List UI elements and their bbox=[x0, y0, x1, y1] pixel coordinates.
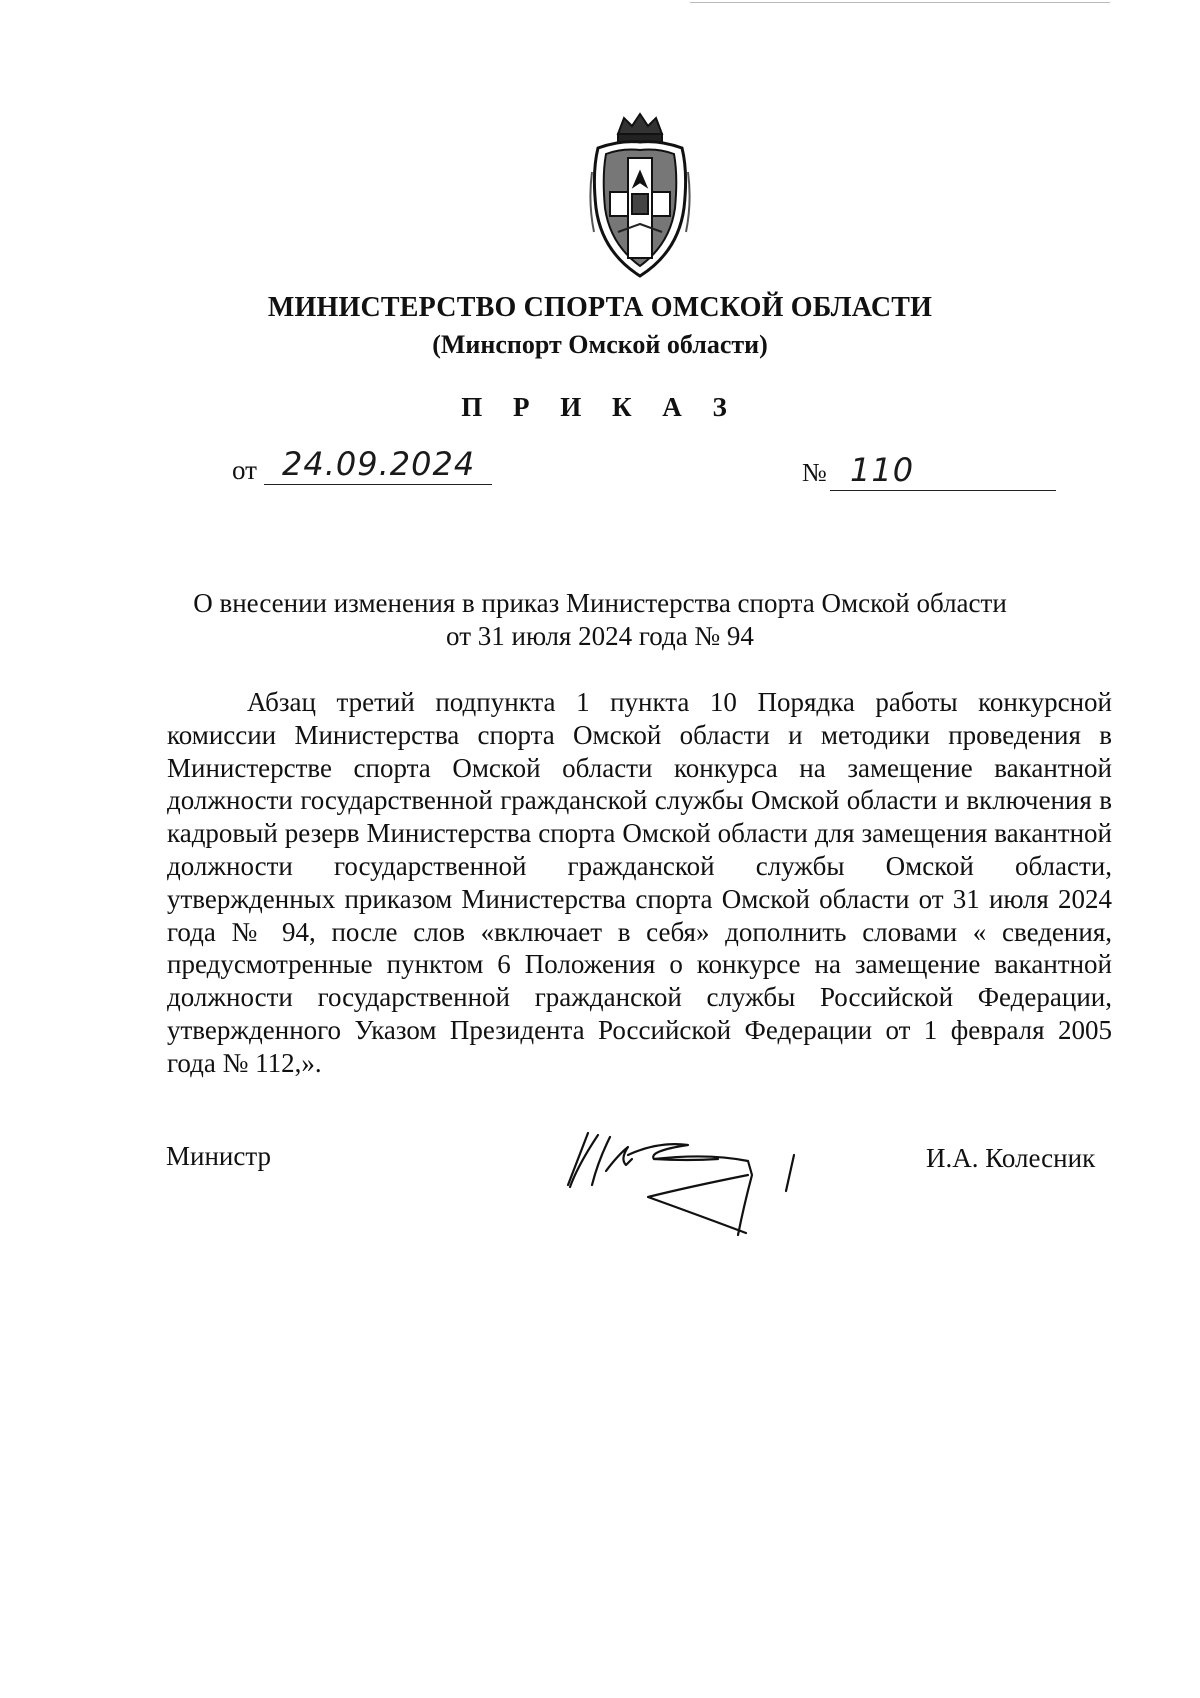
document-type: П Р И К А З bbox=[461, 392, 739, 422]
organization-short-name: (Минспорт Омской области) bbox=[432, 330, 768, 359]
subject-line-1: О внесении изменения в приказ Министерства спорта Омской области bbox=[193, 588, 1007, 618]
document-subject bbox=[150, 587, 1050, 653]
organization-name: МИНИСТЕРСТВО СПОРТА ОМСКОЙ ОБЛАСТИ bbox=[267, 292, 933, 323]
number-underline bbox=[830, 490, 1056, 491]
number-value: 110 bbox=[850, 451, 915, 489]
date-underline bbox=[264, 484, 492, 485]
scan-artifact bbox=[690, 2, 1110, 3]
signatory-title: Министр bbox=[166, 1141, 271, 1171]
coat-of-arms-icon bbox=[588, 112, 692, 280]
signature-icon bbox=[558, 1125, 818, 1245]
date-value: 24.09.2024 bbox=[282, 445, 476, 483]
subject-line-2: от 31 июля 2024 года № 94 bbox=[446, 621, 754, 651]
date-label: от bbox=[232, 455, 257, 485]
signatory-name: И.А. Колесник bbox=[926, 1143, 1096, 1173]
body-paragraph: Абзац третий подпункта 1 пункта 10 Порядка работы конкурсной комиссии Министерства спорта Омской области и методики проведения в Министерстве спорта Омской области конкурса на замещение вакантной должности государственной гражданской службы Омской области и включения в кадровый резерв Министерства спорта Омской области для замещения вакантной должности государственной гражданской службы Омской области, утвержденных приказом Министерства спорта Омской области от 31 июля 2024 года № 94, после слов «включает в себя» дополнить словами « сведения, предусмотренные пунктом 6 Положения о конкурсе на замещение вакантной должности государственной гражданской службы Российской Федерации, утвержденного Указом Президента Российской Федерации от 1 февраля 2005 года № 112,». bbox=[167, 687, 1112, 1078]
number-label: № bbox=[802, 458, 827, 487]
